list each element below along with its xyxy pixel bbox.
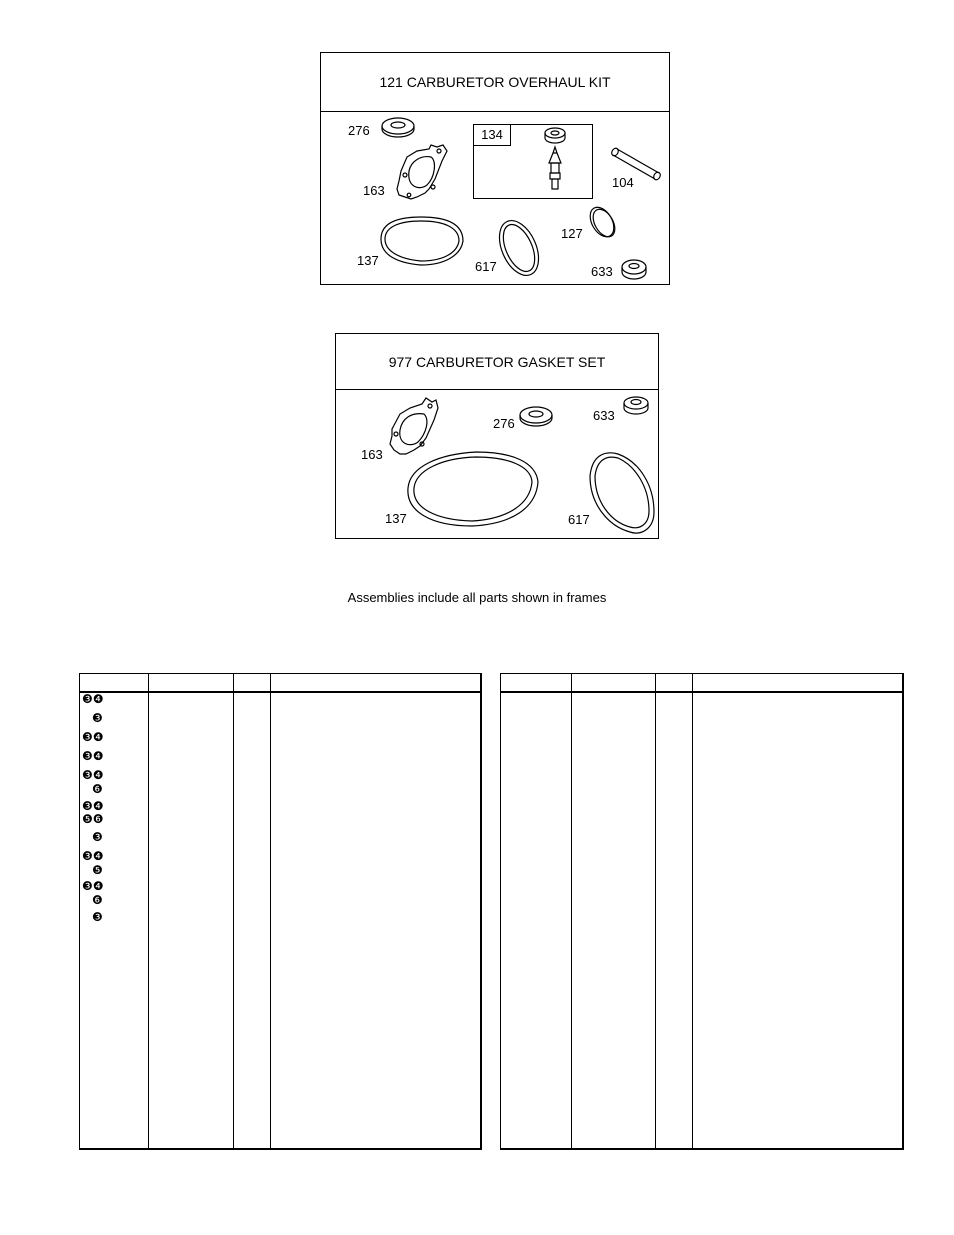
reference-mark: ❸ — [92, 910, 103, 924]
reference-mark: ❸❹ — [82, 749, 104, 763]
part-134-frame — [473, 124, 593, 199]
column-divider — [655, 674, 656, 1148]
part-276-washer — [382, 118, 414, 137]
reference-mark: ❸❹ — [82, 879, 104, 893]
reference-mark: ❸❹ — [82, 692, 104, 706]
callout-134: 134 — [474, 125, 511, 146]
part-163-gasket — [397, 145, 447, 199]
callout-633: 633 — [593, 408, 615, 423]
reference-mark: ❸ — [92, 711, 103, 725]
callout-276: 276 — [348, 123, 370, 138]
callout-137: 137 — [385, 511, 407, 526]
callout-617: 617 — [475, 259, 497, 274]
assemblies-note: Assemblies include all parts shown in frames — [347, 590, 607, 605]
overhaul-kit-frame — [320, 52, 670, 285]
reference-mark: ❺❻ — [82, 812, 104, 826]
part-633-washer — [624, 397, 648, 414]
column-divider — [692, 674, 693, 1148]
overhaul-kit-title-text: 121 CARBURETOR OVERHAUL KIT — [379, 74, 611, 90]
part-617-gasket-ring — [492, 215, 547, 282]
reference-mark: ❸❹ — [82, 768, 104, 782]
part-633-washer — [622, 260, 646, 279]
part-276-washer — [520, 407, 552, 426]
column-divider — [270, 674, 271, 1148]
reference-mark: ❸ — [92, 830, 103, 844]
reference-mark: ❺ — [92, 863, 103, 877]
callout-137: 137 — [357, 253, 379, 268]
gasket-set-drawing — [336, 334, 660, 540]
part-163-gasket — [390, 398, 438, 454]
callout-163: 163 — [361, 447, 383, 462]
reference-mark: ❸❹ — [82, 799, 104, 813]
reference-mark: ❸❹ — [82, 849, 104, 863]
header-rule — [80, 691, 480, 693]
part-137-gasket-ring — [381, 217, 463, 265]
reference-mark: ❸❹ — [82, 730, 104, 744]
part-127-welch-plug — [585, 203, 619, 241]
reference-mark: ❻ — [92, 893, 103, 907]
parts-table-right — [500, 673, 904, 1150]
callout-276: 276 — [493, 416, 515, 431]
part-137-gasket-ring — [408, 452, 538, 526]
column-divider — [571, 674, 572, 1148]
column-divider — [148, 674, 149, 1148]
part-617-gasket-ring — [590, 453, 654, 533]
callout-617: 617 — [568, 512, 590, 527]
reference-mark: ❻ — [92, 782, 103, 796]
callout-104: 104 — [612, 175, 634, 190]
header-rule — [501, 691, 902, 693]
callout-633: 633 — [591, 264, 613, 279]
callout-127: 127 — [561, 226, 583, 241]
column-divider — [233, 674, 234, 1148]
parts-table-left — [79, 673, 482, 1150]
gasket-set-title-text: 977 CARBURETOR GASKET SET — [388, 353, 606, 370]
callout-163: 163 — [363, 183, 385, 198]
gasket-set-frame — [335, 333, 659, 539]
